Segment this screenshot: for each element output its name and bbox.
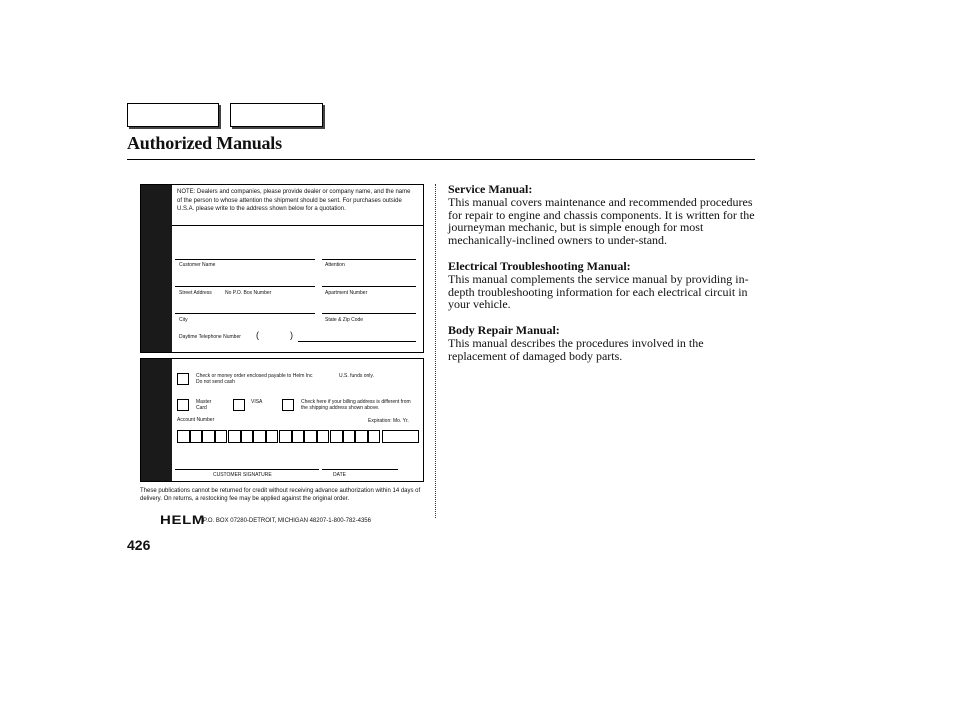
state-zip-label: State & Zip Code <box>325 317 364 323</box>
visa-label: VISA <box>251 399 263 405</box>
account-digit-cell[interactable] <box>292 430 305 443</box>
signature-label: CUSTOMER SIGNATURE <box>213 472 272 478</box>
account-digit-cell[interactable] <box>253 430 266 443</box>
account-digit-cell[interactable] <box>304 430 317 443</box>
us-funds-label: U.S. funds only. <box>339 373 374 379</box>
title-rule <box>127 159 755 160</box>
city-label: City <box>179 317 188 323</box>
electrical-manual-text: This manual complements the service manual by providing in-depth troubleshooting information for each electrical circuit in your vehicle. <box>448 271 749 312</box>
account-digit-cell[interactable] <box>190 430 203 443</box>
mastercard-checkbox[interactable] <box>177 399 189 411</box>
page-number: 426 <box>127 537 151 553</box>
phone-label: Daytime Telephone Number <box>179 334 241 340</box>
account-digit-cell[interactable] <box>279 430 292 443</box>
body-repair-manual-text: This manual describes the procedures involved in the replacement of damaged body parts. <box>448 335 704 363</box>
check-payment-checkbox[interactable] <box>177 373 189 385</box>
helm-logo: HELM <box>160 513 205 527</box>
account-digit-cell[interactable] <box>202 430 215 443</box>
no-po-box-label: No P.O. Box Number <box>225 290 272 296</box>
page-title: Authorized Manuals <box>127 133 282 153</box>
account-digit-cell[interactable] <box>355 430 368 443</box>
account-digit-cell[interactable] <box>228 430 241 443</box>
phone-paren-open: ( <box>256 330 259 340</box>
account-digit-cell[interactable] <box>368 430 381 443</box>
form-side-bar <box>141 185 172 352</box>
account-digit-cell[interactable] <box>241 430 254 443</box>
attention-line[interactable] <box>322 259 416 260</box>
expiration-cell[interactable] <box>382 430 419 443</box>
check-payment-label: Check or money order enclosed payable to Helm Inc <box>196 373 313 379</box>
visa-checkbox[interactable] <box>233 399 245 411</box>
service-manual-heading: Service Manual: <box>448 182 533 196</box>
customer-name-label: Customer Name <box>179 262 216 268</box>
nav-tab-box-2[interactable] <box>230 103 323 127</box>
body-repair-manual-heading: Body Repair Manual: <box>448 323 560 338</box>
payment-side-bar <box>141 359 172 481</box>
account-digit-cell[interactable] <box>317 430 330 443</box>
apartment-label: Apartment Number <box>325 290 368 296</box>
city-line[interactable] <box>175 313 315 314</box>
phone-line[interactable] <box>298 341 416 342</box>
electrical-manual-heading: Electrical Troubleshooting Manual: <box>448 258 631 273</box>
phone-paren-close: ) <box>290 330 293 340</box>
returns-disclaimer: These publications cannot be returned for credit without receiving advance authorization within 14 days of delivery. On returns, a restocking fee may be applied against the original order. <box>140 488 421 502</box>
mastercard-label: Master Card <box>196 399 212 411</box>
dealer-note: NOTE: Dealers and companies, please provide dealer or company name, and the name of the person to whose attention the shipment should be sent. For purchases outside U.S.A. please write to the address shown below for a quotation. <box>177 189 411 212</box>
apartment-line[interactable] <box>322 286 416 287</box>
state-zip-line[interactable] <box>322 313 416 314</box>
account-digit-cell[interactable] <box>343 430 356 443</box>
date-line[interactable] <box>322 469 398 470</box>
expiration-label: Expiration: Mo. Yr. <box>368 418 409 424</box>
account-digit-cell[interactable] <box>266 430 279 443</box>
street-address-label: Street Address <box>179 290 212 296</box>
account-digit-cell[interactable] <box>215 430 228 443</box>
signature-line[interactable] <box>175 469 319 470</box>
date-label: DATE <box>333 472 346 478</box>
service-manual-text: This manual covers maintenance and recommended procedures for repair to engine and chassis components. It is written for the journeyman mechanic, but is simple enough for most mechanically-inclined owners to under-stand. <box>448 194 755 248</box>
nav-tab-box-1[interactable] <box>127 103 219 127</box>
note-divider <box>172 225 423 226</box>
manual-descriptions <box>448 183 758 376</box>
billing-address-label: Check here if your billing address is different from the shipping address shown above. <box>301 399 411 411</box>
customer-name-line[interactable] <box>175 259 315 260</box>
publisher-address: P.O. BOX 07280-DETROIT, MICHIGAN 48207-1-800-782-4356 <box>203 518 371 524</box>
attention-label: Attention <box>325 262 345 268</box>
account-digit-cell[interactable] <box>330 430 343 443</box>
account-number-label: Account Number <box>177 417 215 423</box>
order-form-address <box>140 184 424 353</box>
billing-address-checkbox[interactable] <box>282 399 294 411</box>
order-form-payment <box>140 358 424 482</box>
no-cash-label: Do not send cash <box>196 379 235 385</box>
street-address-line[interactable] <box>175 286 315 287</box>
dotted-divider <box>435 184 436 518</box>
account-digit-cell[interactable] <box>177 430 190 443</box>
